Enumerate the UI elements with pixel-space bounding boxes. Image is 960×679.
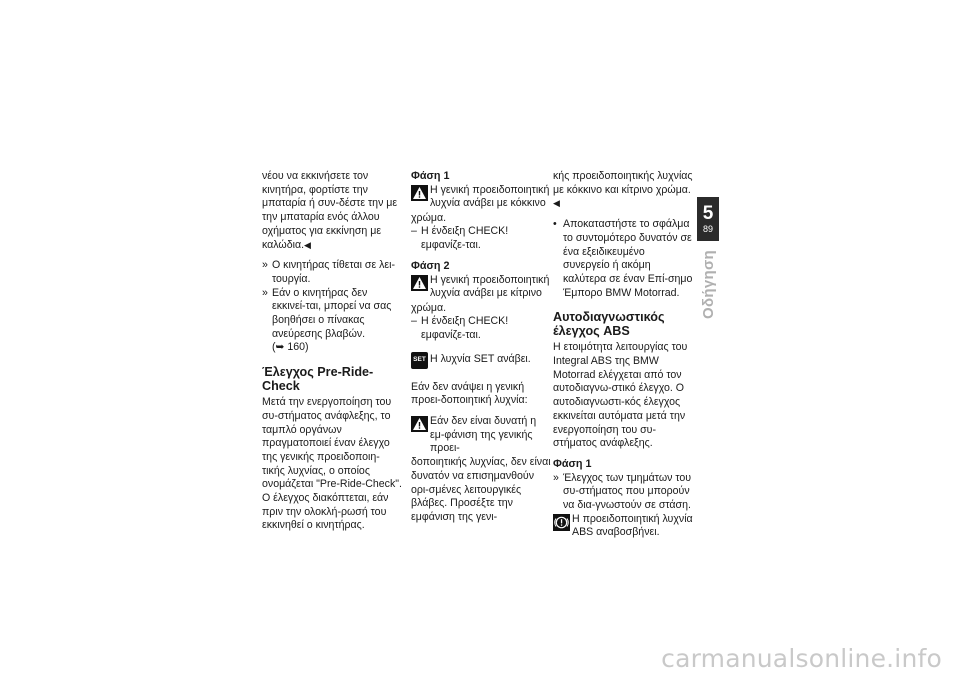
warning-triangle-icon [411,185,428,206]
abs-warning-icon [553,514,570,536]
abs-check-bullet: » Έλεγχος των τμημάτων του συ-στήματος που μπορούν να δια-γνωστούν σε στάση. [553,471,692,512]
phase-2-heading: Φάση 2 [411,259,450,272]
column-2: Φάση 1 Η γενική προειδοποιητική λυχνία ανάβει με κόκκινο χρώμα. – Η ένδειξη CHECK! εμφανίζε-ται. Φάση 2 Η γενική προειδοποιητική λυχνία ανάβει με κίτρινο χρώμα. – Η ένδειξη CHECK! εμφανίζε-ται. SET Η λυχνία SET ανάβει. Εάν δεν ανάψει η γενική προει-δοποιητική λυχνία: Εάν δεν είναι δυνατή η εμ-φάνιση της γενικής προει- δοποιητικής λυχνίας, δεν είναι δυνατόν να επισημανθούν ορι-σμένες λειτουργικές βλάβες. Προσέξτε την εμφάνιση της γενι- [411,170,551,523]
pre-ride-check-heading: Έλεγχος Pre-Ride-Check [262,365,374,394]
abs-phase-1-heading: Φάση 1 [553,457,592,470]
abs-body: Η ετοιμότητα λειτουργίας του Integral ABS της BMW Motorrad ελέγχεται από τον αυτοδιαγνω-στικό έλεγχο. Ο αυτοδιαγνωστι-κός έλεγχος εκκινείται αυτόματα μετά την ενεργοποίηση του συ-στήματος ανάφλεξης. [553,341,688,450]
bullet-mark: » [262,259,268,272]
phase-1-warning-row: Η γενική προειδοποιητική λυχνία ανάβει με κόκκινο [411,184,551,212]
intro-paragraph: νέου να εκκινήσετε τον κινητήρα, φορτίστε την μπαταρία ή συν-δέστε την με την μπαταρία ενός άλλου οχήματος για εκκίνηση με καλώδια.◀ [262,170,398,251]
end-mark: ◀ [304,239,311,250]
chapter-title: Οδήγηση [700,250,717,319]
page-number: 89 [702,224,713,234]
result-bullet-2: » Εάν ο κινητήρας δεν εκκινεί-ται, μπορεί να σας βοηθήσει ο πίνακας ανεύρεσης βλαβών. (➥ 160) [262,286,392,354]
page-ref-arrow-icon: ➥ [275,341,285,354]
warning-continuation: κής προειδοποιητικής λυχνίας με κόκκινο και κίτρινο χρώμα.◀ [553,170,693,211]
watermark: carmanualsonline.info [661,644,942,673]
warning-triangle-icon [411,416,428,437]
phase-2-warning-row: Η γενική προειδοποιητική λυχνία ανάβει με κίτρινο [411,274,551,302]
repair-bullet: • Αποκαταστήστε το σφάλμα το συντομότερο δυνατόν σε ένα εξειδικευμένο συνεργείο ή ακόμη καλύτερα σε έναν Επί-σημο Έμπορο BMW Motorrad. [553,218,693,299]
abs-heading: Αυτοδιαγνωστικός έλεγχος ABS [553,310,665,339]
bullet-mark: » [262,286,268,299]
set-indicator-row: SET Η λυχνία SET ανάβει. [411,351,551,373]
pre-ride-check-body: Μετά την ενεργοποίηση του συ-στήματος ανάφλεξης, το ταμπλό οργάνων πραγματοποιεί έναν έλεγχο της γενικής προειδοποιη-τικής λυχνίας, ο οποίος ονομάζεται "Pre-Ride-Check". Ο έλεγχος διακόπτεται, εάν πριν την ολοκλή-ρωσή του εκκινηθεί ο κινητήρας. [262,396,402,532]
set-indicator-icon: SET [411,352,428,369]
page-ref-link[interactable]: 160) [287,341,309,354]
chapter-tab [697,197,719,241]
caution-row: Εάν δεν είναι δυνατή η εμ-φάνιση της γενικής προει- [411,415,551,456]
warning-triangle-icon [411,275,428,296]
phase-1-heading: Φάση 1 [411,170,450,182]
column-3 [553,170,693,541]
phase-1-check-item: – Η ένδειξη CHECK! εμφανίζε-ται. [411,225,509,252]
column-1 [262,170,402,540]
phase-2-check-item: – Η ένδειξη CHECK! εμφανίζε-ται. [411,315,509,341]
chapter-number: 5 [702,203,714,224]
result-bullet-1: » Ο κινητήρας τίθεται σε λει-τουργία. [262,259,396,285]
abs-indicator-row: Η προειδοποιητική λυχνία ABS αναβοσβήνει. [553,513,693,541]
end-mark: ◀ [553,198,560,209]
